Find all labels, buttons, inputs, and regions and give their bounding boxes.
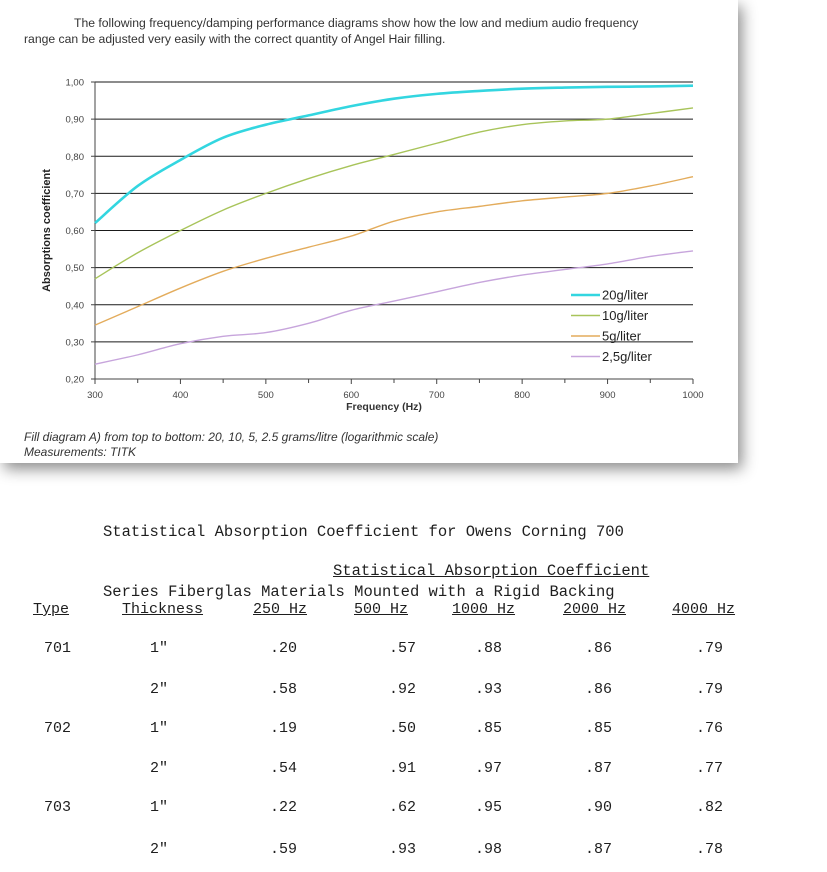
- table-cell-4000hz: .79: [696, 681, 724, 698]
- chart-card: [0, 0, 738, 463]
- table-cell-2000hz: .90: [585, 799, 613, 816]
- table-cell-500hz: .50: [389, 720, 417, 737]
- table-group-header: Statistical Absorption Coefficient: [333, 562, 650, 580]
- y-tick-label: 0,70: [65, 188, 84, 200]
- x-tick-label: 400: [172, 390, 189, 401]
- table-cell-250hz: .20: [270, 640, 298, 657]
- table-cell-2000hz: .85: [585, 720, 613, 737]
- table-cell-1000hz: .98: [475, 841, 503, 858]
- table-cell-250hz: .54: [270, 760, 298, 777]
- table-cell-1000hz: .97: [475, 760, 503, 777]
- y-axis-title: Absorptions coefficient: [41, 169, 53, 292]
- table-cell-500hz: .92: [389, 681, 417, 698]
- table-cell-thickness: 2": [150, 841, 169, 858]
- table-cell-1000hz: .85: [475, 720, 503, 737]
- intro-line-2: range can be adjusted very easily with the correct quantity of Angel Hair filling.: [24, 32, 446, 46]
- table-cell-type: 701: [44, 640, 72, 657]
- y-tick-label: 0,90: [65, 114, 84, 126]
- table-cell-4000hz: .82: [696, 799, 724, 816]
- table-cell-2000hz: .87: [585, 760, 613, 777]
- table-title-line-2: Series Fiberglas Materials Mounted with a Rigid Backing: [103, 583, 615, 601]
- table-cell-4000hz: .76: [696, 720, 724, 737]
- y-tick-label: 0,80: [65, 151, 84, 163]
- legend-label-1: 20g/liter: [602, 287, 649, 303]
- table-cell-250hz: .22: [270, 799, 298, 816]
- y-tick-label: 1,00: [65, 77, 84, 89]
- x-tick-label: 800: [514, 390, 531, 401]
- column-header-2000hz: 2000 Hz: [563, 601, 627, 618]
- table-cell-1000hz: .95: [475, 799, 503, 816]
- table-title-line-1: Statistical Absorption Coefficient for Owens Corning 700: [103, 523, 624, 541]
- column-header-1000hz: 1000 Hz: [452, 601, 516, 618]
- legend-label-2: 10g/liter: [602, 308, 649, 323]
- column-header-type: Type: [33, 601, 70, 618]
- x-tick-label: 700: [428, 390, 445, 401]
- y-tick-label: 0,30: [65, 337, 84, 349]
- caption-line-2: Measurements: TITK: [24, 445, 137, 459]
- series-line-3: [95, 177, 693, 326]
- table-cell-500hz: .62: [389, 799, 417, 816]
- chart-caption: [24, 430, 438, 460]
- absorption-line-chart: [0, 0, 738, 463]
- legend-label-3: 5g/liter: [602, 328, 642, 344]
- table-cell-1000hz: .93: [475, 681, 503, 698]
- x-axis-title: Frequency (Hz): [346, 401, 422, 413]
- y-tick-label: 0,60: [65, 226, 84, 237]
- table-cell-2000hz: .86: [585, 681, 613, 698]
- y-tick-label: 0,40: [65, 300, 84, 312]
- table-cell-4000hz: .78: [696, 841, 724, 858]
- column-header-thickness: Thickness: [122, 601, 204, 618]
- legend-label-4: 2,5g/liter: [602, 349, 652, 364]
- table-cell-type: 702: [44, 720, 72, 737]
- x-tick-label: 1000: [682, 390, 704, 401]
- table-cell-thickness: 2": [150, 681, 169, 698]
- caption-line-1: Fill diagram A) from top to bottom: 20, 10, 5, 2.5 grams/litre (logarithmic scale): [24, 430, 439, 444]
- y-tick-label: 0,20: [65, 374, 84, 386]
- x-tick-label: 900: [599, 390, 616, 401]
- x-tick-label: 300: [87, 390, 103, 401]
- table-cell-500hz: .57: [389, 640, 417, 657]
- table-cell-500hz: .91: [389, 760, 417, 777]
- x-tick-label: 600: [343, 390, 360, 401]
- column-header-4000hz: 4000 Hz: [672, 601, 736, 618]
- table-cell-4000hz: .77: [696, 760, 724, 777]
- table-cell-1000hz: .88: [475, 640, 503, 657]
- column-header-500hz: 500 Hz: [354, 601, 409, 618]
- table-cell-4000hz: .79: [696, 640, 724, 657]
- table-cell-250hz: .59: [270, 841, 298, 858]
- table-cell-250hz: .19: [270, 720, 298, 737]
- table-cell-250hz: .58: [270, 681, 298, 698]
- table-cell-2000hz: .87: [585, 841, 613, 858]
- table-cell-thickness: 1": [150, 799, 169, 816]
- table-cell-2000hz: .86: [585, 640, 613, 657]
- table-cell-thickness: 2": [150, 760, 169, 777]
- table-cell-type: 703: [44, 799, 72, 816]
- y-tick-label: 0,50: [65, 263, 84, 275]
- x-tick-label: 500: [257, 390, 274, 401]
- table-cell-thickness: 1": [150, 640, 169, 657]
- table-cell-500hz: .93: [389, 841, 417, 858]
- intro-line-1: The following frequency/damping performance diagrams show how the low and medium audio frequency: [74, 16, 639, 30]
- column-header-250hz: 250 Hz: [253, 601, 308, 618]
- table-cell-thickness: 1": [150, 720, 169, 737]
